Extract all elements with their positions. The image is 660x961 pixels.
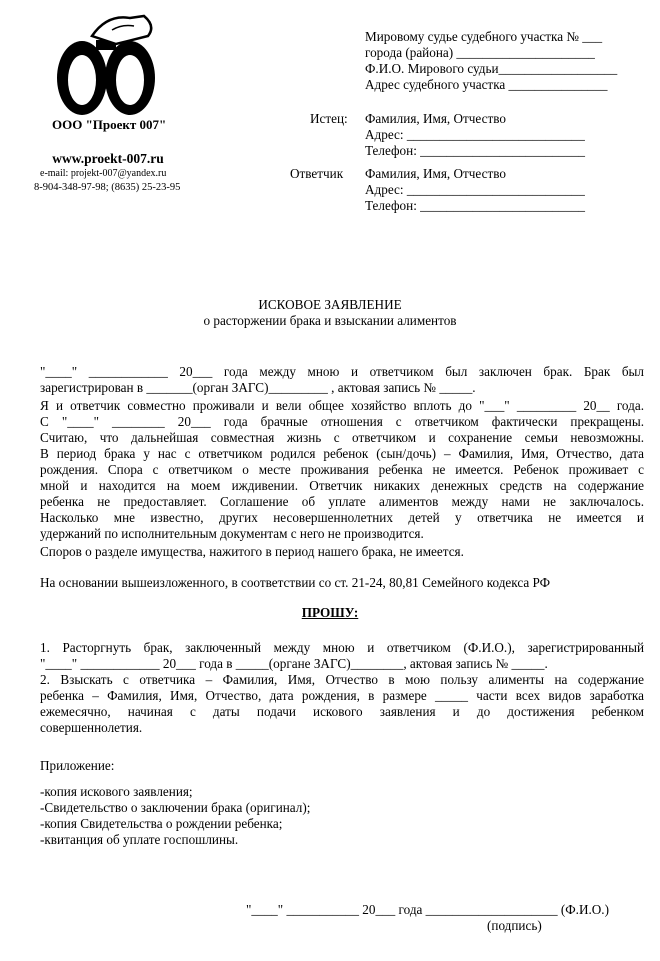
document-title: ИСКОВОЕ ЗАЯВЛЕНИЕ <box>258 297 402 312</box>
document-subtitle: о расторжении брака и взыскании алиментов <box>203 313 457 328</box>
body-line-2: зарегистрирован в _______(орган ЗАГС)_________ , актовая запись № _____. <box>40 380 476 395</box>
body-line-7: рождения. Спора с ответчиком о месте проживания ребенка не имеется. Ребенок проживает с <box>40 462 644 477</box>
court-number-line: Мировому судье судебного участка № ___ <box>365 29 603 44</box>
request-line-1: 1. Расторгнуть брак, заключенный между мною и ответчиком (Ф.И.О.), зарегистрированный <box>40 640 644 655</box>
request-line-6: совершеннолетия. <box>40 720 143 735</box>
defendant-label: Ответчик <box>290 166 344 181</box>
plaintiff-address: Адрес: ___________________________ <box>365 127 585 142</box>
handcuffs-logo-icon <box>52 6 162 118</box>
legal-basis: На основании вышеизложенного, в соответствии со ст. 21-24, 80,81 Семейного кодекса РФ <box>40 575 551 590</box>
company-name: ООО "Проект 007" <box>52 117 167 132</box>
body-line-10: Насколько мне известно, других несовершеннолетних детей у ответчика не имеется и <box>40 510 644 525</box>
body-line-8: мной и находится на моем иждивении. Ответчик никаких денежных средств на содержание <box>40 478 644 493</box>
body-line-11: удержаний по исполнительным документам с него не производится. <box>40 526 424 541</box>
defendant-phone: Телефон: _________________________ <box>365 198 586 213</box>
attachment-item-3: -копия Свидетельства о рождении ребенка; <box>40 816 283 831</box>
court-address-line: Адрес судебного участка _______________ <box>365 77 608 92</box>
body-line-1: "____" ____________ 20___ года между мною и ответчиком был заключен брак. Брак был <box>40 364 644 379</box>
plaintiff-phone: Телефон: _________________________ <box>365 143 586 158</box>
attachment-item-2: -Свидетельство о заключении брака (оригинал); <box>40 800 311 815</box>
defendant-address: Адрес: ___________________________ <box>365 182 585 197</box>
email-text: e-mail: projekt-007@yandex.ru <box>40 168 167 179</box>
attachment-item-4: -квитанция об уплате госпошлины. <box>40 832 239 847</box>
attachment-item-1: -копия искового заявления; <box>40 784 193 799</box>
body-line-3: Я и ответчик совместно проживали и вели общее хозяйство вплоть до "___" _________ 20__ года. <box>40 398 644 413</box>
body-line-9: ребенка не предоставляет. Соглашение об уплате алиментов между нами не заключалось. <box>40 494 644 509</box>
plaintiff-label: Истец: <box>310 111 348 126</box>
defendant-name: Фамилия, Имя, Отчество <box>365 166 506 181</box>
signature-caption: (подпись) <box>487 918 542 933</box>
court-city-line: города (района) _____________________ <box>365 45 595 60</box>
phone-text: 8-904-348-97-98; (8635) 25-23-95 <box>34 182 181 193</box>
body-line-12: Споров о разделе имущества, нажитого в период нашего брака, не имеется. <box>40 544 464 559</box>
body-line-5: Считаю, что дальнейшая совместная жизнь с ответчиком и сохранение семьи невозможны. <box>40 430 644 445</box>
request-line-3: 2. Взыскать с ответчика – Фамилия, Имя, Отчество в мою пользу алименты на содержание <box>40 672 644 687</box>
plaintiff-name: Фамилия, Имя, Отчество <box>365 111 506 126</box>
body-line-6: В период брака у нас с ответчиком родился ребенок (сын/дочь) – Фамилия, Имя, Отчество, дата <box>40 446 644 461</box>
company-logo <box>52 6 167 134</box>
request-line-2: "____" ____________ 20___ года в _____(органе ЗАГС)________, актовая запись № _____. <box>40 656 548 671</box>
request-line-4: ребенка – Фамилия, Имя, Отчество, дата рождения, в размере _____ части всех видов заработка <box>40 688 644 703</box>
website-link[interactable]: www.proekt-007.ru <box>52 151 164 166</box>
prosu-heading: ПРОШУ: <box>301 605 359 620</box>
body-line-4: С "____" ________ 20___ года брачные отношения с ответчиком фактически прекращены. <box>40 414 644 429</box>
request-line-5: ежемесячно, начиная с даты подачи искового заявления и до достижения ребенком <box>40 704 644 719</box>
attachments-heading: Приложение: <box>40 758 115 773</box>
judge-name-line: Ф.И.О. Мирового судьи__________________ <box>365 61 618 76</box>
signature-line: "____" ___________ 20___ года ____________________ (Ф.И.О.) <box>246 902 609 917</box>
